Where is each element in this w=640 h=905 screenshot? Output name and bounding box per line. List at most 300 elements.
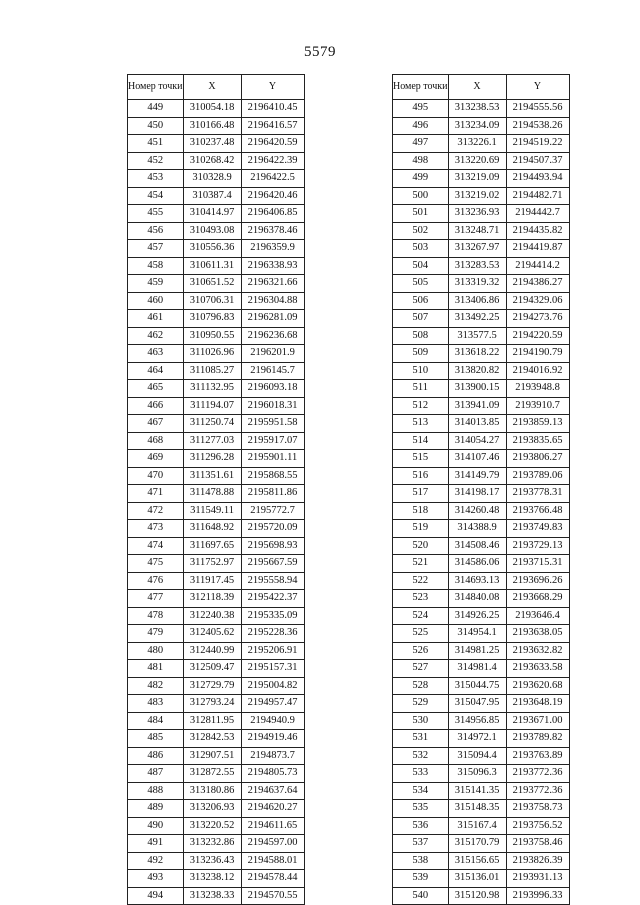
- y-cell: 2193729.13: [506, 537, 569, 555]
- x-cell: 313577.5: [448, 327, 506, 345]
- header-y: Y: [241, 75, 304, 100]
- y-cell: 2194329.06: [506, 292, 569, 310]
- point-number-cell: 498: [393, 152, 449, 170]
- table-row: [128, 117, 305, 135]
- point-number-cell: 529: [393, 695, 449, 713]
- point-number-cell: 458: [128, 257, 184, 275]
- y-cell: 2195951.58: [241, 415, 304, 433]
- point-number-cell: 496: [393, 117, 449, 135]
- x-cell: 315047.95: [448, 695, 506, 713]
- x-cell: 315148.35: [448, 800, 506, 818]
- table-row: [393, 817, 570, 835]
- point-number-cell: 526: [393, 642, 449, 660]
- table-row: [393, 590, 570, 608]
- point-number-cell: 512: [393, 397, 449, 415]
- point-number-cell: 474: [128, 537, 184, 555]
- table-row: [393, 520, 570, 538]
- table-row: [128, 205, 305, 223]
- x-cell: 311549.11: [183, 502, 241, 520]
- table-row: [393, 152, 570, 170]
- point-number-cell: 515: [393, 450, 449, 468]
- x-cell: 312793.24: [183, 695, 241, 713]
- y-cell: 2196378.46: [241, 222, 304, 240]
- table-row: [128, 485, 305, 503]
- y-cell: 2196145.7: [241, 362, 304, 380]
- point-number-cell: 538: [393, 852, 449, 870]
- x-cell: 311917.45: [183, 572, 241, 590]
- x-cell: 311132.95: [183, 380, 241, 398]
- y-cell: 2193749.83: [506, 520, 569, 538]
- point-number-cell: 500: [393, 187, 449, 205]
- x-cell: 310268.42: [183, 152, 241, 170]
- table-row: [393, 205, 570, 223]
- y-cell: 2196420.59: [241, 135, 304, 153]
- point-number-cell: 518: [393, 502, 449, 520]
- y-cell: 2194570.55: [241, 887, 304, 905]
- x-cell: 314054.27: [448, 432, 506, 450]
- table-row: [393, 450, 570, 468]
- x-cell: 313618.22: [448, 345, 506, 363]
- table-row: [128, 275, 305, 293]
- y-cell: 2193772.36: [506, 782, 569, 800]
- x-cell: 313820.82: [448, 362, 506, 380]
- y-cell: 2195206.91: [241, 642, 304, 660]
- table-row: [128, 240, 305, 258]
- table-row: [128, 782, 305, 800]
- y-cell: 2195917.07: [241, 432, 304, 450]
- point-number-cell: 539: [393, 870, 449, 888]
- point-number-cell: 513: [393, 415, 449, 433]
- x-cell: 313283.53: [448, 257, 506, 275]
- y-cell: 2194220.59: [506, 327, 569, 345]
- table-row: [128, 310, 305, 328]
- point-number-cell: 504: [393, 257, 449, 275]
- x-cell: 310706.31: [183, 292, 241, 310]
- point-number-cell: 468: [128, 432, 184, 450]
- point-number-cell: 495: [393, 100, 449, 118]
- point-number-cell: 494: [128, 887, 184, 905]
- y-cell: 2196416.57: [241, 117, 304, 135]
- table-header-row: [128, 75, 305, 100]
- point-number-cell: 459: [128, 275, 184, 293]
- x-cell: 314693.13: [448, 572, 506, 590]
- y-cell: 2196093.18: [241, 380, 304, 398]
- point-number-cell: 534: [393, 782, 449, 800]
- x-cell: 313226.1: [448, 135, 506, 153]
- table-row: [128, 537, 305, 555]
- x-cell: 313219.09: [448, 170, 506, 188]
- y-cell: 2193931.13: [506, 870, 569, 888]
- y-cell: 2194611.65: [241, 817, 304, 835]
- y-cell: 2196018.31: [241, 397, 304, 415]
- x-cell: 313220.69: [448, 152, 506, 170]
- point-number-cell: 520: [393, 537, 449, 555]
- x-cell: 312842.53: [183, 730, 241, 748]
- point-number-cell: 455: [128, 205, 184, 223]
- y-cell: 2194637.64: [241, 782, 304, 800]
- y-cell: 2194507.37: [506, 152, 569, 170]
- y-cell: 2194190.79: [506, 345, 569, 363]
- point-number-cell: 454: [128, 187, 184, 205]
- y-cell: 2193648.19: [506, 695, 569, 713]
- x-cell: 310166.48: [183, 117, 241, 135]
- x-cell: 315044.75: [448, 677, 506, 695]
- point-number-cell: 491: [128, 835, 184, 853]
- x-cell: 314926.25: [448, 607, 506, 625]
- point-number-cell: 497: [393, 135, 449, 153]
- table-row: [128, 380, 305, 398]
- x-cell: 315120.98: [448, 887, 506, 905]
- point-number-cell: 517: [393, 485, 449, 503]
- point-number-cell: 460: [128, 292, 184, 310]
- point-number-cell: 472: [128, 502, 184, 520]
- point-number-cell: 489: [128, 800, 184, 818]
- x-cell: 313900.15: [448, 380, 506, 398]
- point-number-cell: 536: [393, 817, 449, 835]
- x-cell: 314956.85: [448, 712, 506, 730]
- table-row: [393, 275, 570, 293]
- y-cell: 2195868.55: [241, 467, 304, 485]
- x-cell: 310651.52: [183, 275, 241, 293]
- point-number-cell: 525: [393, 625, 449, 643]
- table-row: [393, 502, 570, 520]
- y-cell: 2196281.09: [241, 310, 304, 328]
- y-cell: 2193996.33: [506, 887, 569, 905]
- table-row: [393, 135, 570, 153]
- y-cell: 2194016.92: [506, 362, 569, 380]
- point-number-cell: 519: [393, 520, 449, 538]
- x-cell: 312729.79: [183, 677, 241, 695]
- y-cell: 2193763.89: [506, 747, 569, 765]
- table-row: [393, 170, 570, 188]
- x-cell: 313238.33: [183, 887, 241, 905]
- x-cell: 311697.65: [183, 537, 241, 555]
- x-cell: 313236.43: [183, 852, 241, 870]
- point-number-cell: 502: [393, 222, 449, 240]
- y-cell: 2194957.47: [241, 695, 304, 713]
- point-number-cell: 469: [128, 450, 184, 468]
- table-row: [393, 187, 570, 205]
- x-cell: 310414.97: [183, 205, 241, 223]
- table-row: [393, 870, 570, 888]
- point-number-cell: 471: [128, 485, 184, 503]
- x-cell: 313248.71: [448, 222, 506, 240]
- table-row: [128, 345, 305, 363]
- table-row: [393, 380, 570, 398]
- point-number-cell: 493: [128, 870, 184, 888]
- table-row: [128, 327, 305, 345]
- table-row: [393, 835, 570, 853]
- table-row: [393, 607, 570, 625]
- table-row: [393, 887, 570, 905]
- x-cell: 310611.31: [183, 257, 241, 275]
- point-number-cell: 510: [393, 362, 449, 380]
- x-cell: 311648.92: [183, 520, 241, 538]
- table-row: [128, 100, 305, 118]
- x-cell: 315170.79: [448, 835, 506, 853]
- x-cell: 313236.93: [448, 205, 506, 223]
- table-row: [393, 117, 570, 135]
- y-cell: 2195811.86: [241, 485, 304, 503]
- table-row: [128, 765, 305, 783]
- point-number-cell: 521: [393, 555, 449, 573]
- y-cell: 2195335.09: [241, 607, 304, 625]
- table-header-row: [393, 75, 570, 100]
- table-row: [128, 555, 305, 573]
- point-number-cell: 479: [128, 625, 184, 643]
- table-row: [128, 660, 305, 678]
- point-number-cell: 462: [128, 327, 184, 345]
- x-cell: 315094.4: [448, 747, 506, 765]
- page-number: 5579: [304, 44, 336, 60]
- table-row: [393, 782, 570, 800]
- y-cell: 2193778.31: [506, 485, 569, 503]
- point-number-cell: 532: [393, 747, 449, 765]
- y-cell: 2193772.36: [506, 765, 569, 783]
- table-row: [393, 362, 570, 380]
- point-number-cell: 527: [393, 660, 449, 678]
- x-cell: 313234.09: [448, 117, 506, 135]
- x-cell: 314388.9: [448, 520, 506, 538]
- x-cell: 314013.85: [448, 415, 506, 433]
- x-cell: 311752.97: [183, 555, 241, 573]
- table-row: [128, 695, 305, 713]
- table-row: [393, 695, 570, 713]
- x-cell: 312907.51: [183, 747, 241, 765]
- table-row: [393, 292, 570, 310]
- table-row: [393, 100, 570, 118]
- y-cell: 2194620.27: [241, 800, 304, 818]
- x-cell: 310950.55: [183, 327, 241, 345]
- table-row: [128, 835, 305, 853]
- x-cell: 313206.93: [183, 800, 241, 818]
- coordinates-table-right: [392, 74, 570, 905]
- y-cell: 2194940.9: [241, 712, 304, 730]
- x-cell: 314972.1: [448, 730, 506, 748]
- table-row: [393, 222, 570, 240]
- y-cell: 2194435.82: [506, 222, 569, 240]
- y-cell: 2196422.5: [241, 170, 304, 188]
- x-cell: 310556.36: [183, 240, 241, 258]
- y-cell: 2194919.46: [241, 730, 304, 748]
- table-row: [393, 327, 570, 345]
- x-cell: 315141.35: [448, 782, 506, 800]
- y-cell: 2193758.73: [506, 800, 569, 818]
- table-row: [128, 415, 305, 433]
- header-x: X: [183, 75, 241, 100]
- point-number-cell: 514: [393, 432, 449, 450]
- table-row: [128, 152, 305, 170]
- point-number-cell: 450: [128, 117, 184, 135]
- x-cell: 310796.83: [183, 310, 241, 328]
- table-row: [128, 450, 305, 468]
- x-cell: 311250.74: [183, 415, 241, 433]
- y-cell: 2193620.68: [506, 677, 569, 695]
- header-point-number: Номер точки: [128, 75, 184, 100]
- point-number-cell: 487: [128, 765, 184, 783]
- y-cell: 2195698.93: [241, 537, 304, 555]
- x-cell: 311277.03: [183, 432, 241, 450]
- y-cell: 2194578.44: [241, 870, 304, 888]
- x-cell: 313232.86: [183, 835, 241, 853]
- y-cell: 2195004.82: [241, 677, 304, 695]
- point-number-cell: 452: [128, 152, 184, 170]
- point-number-cell: 464: [128, 362, 184, 380]
- point-number-cell: 516: [393, 467, 449, 485]
- y-cell: 2193859.13: [506, 415, 569, 433]
- table-row: [128, 170, 305, 188]
- x-cell: 312405.62: [183, 625, 241, 643]
- x-cell: 314981.4: [448, 660, 506, 678]
- y-cell: 2196201.9: [241, 345, 304, 363]
- x-cell: 312440.99: [183, 642, 241, 660]
- y-cell: 2193715.31: [506, 555, 569, 573]
- point-number-cell: 488: [128, 782, 184, 800]
- table-row: [128, 292, 305, 310]
- point-number-cell: 461: [128, 310, 184, 328]
- y-cell: 2194805.73: [241, 765, 304, 783]
- table-row: [128, 590, 305, 608]
- y-cell: 2193910.7: [506, 397, 569, 415]
- point-number-cell: 509: [393, 345, 449, 363]
- table-body-right: [393, 100, 570, 905]
- point-number-cell: 477: [128, 590, 184, 608]
- y-cell: 2195772.7: [241, 502, 304, 520]
- header-x: X: [448, 75, 506, 100]
- y-cell: 2196422.39: [241, 152, 304, 170]
- point-number-cell: 476: [128, 572, 184, 590]
- point-number-cell: 481: [128, 660, 184, 678]
- point-number-cell: 533: [393, 765, 449, 783]
- x-cell: 313238.53: [448, 100, 506, 118]
- y-cell: 2195901.11: [241, 450, 304, 468]
- table-row: [393, 747, 570, 765]
- x-cell: 315167.4: [448, 817, 506, 835]
- y-cell: 2193789.06: [506, 467, 569, 485]
- table-row: [128, 730, 305, 748]
- point-number-cell: 463: [128, 345, 184, 363]
- y-cell: 2194597.00: [241, 835, 304, 853]
- x-cell: 313220.52: [183, 817, 241, 835]
- point-number-cell: 483: [128, 695, 184, 713]
- table-row: [393, 800, 570, 818]
- y-cell: 2193766.48: [506, 502, 569, 520]
- y-cell: 2193806.27: [506, 450, 569, 468]
- y-cell: 2193671.00: [506, 712, 569, 730]
- x-cell: 313180.86: [183, 782, 241, 800]
- table-row: [393, 310, 570, 328]
- table-row: [128, 817, 305, 835]
- point-number-cell: 466: [128, 397, 184, 415]
- point-number-cell: 523: [393, 590, 449, 608]
- x-cell: 313319.32: [448, 275, 506, 293]
- point-number-cell: 467: [128, 415, 184, 433]
- x-cell: 310493.08: [183, 222, 241, 240]
- table-row: [393, 660, 570, 678]
- table-row: [393, 572, 570, 590]
- x-cell: 313219.02: [448, 187, 506, 205]
- x-cell: 310328.9: [183, 170, 241, 188]
- table-row: [393, 240, 570, 258]
- y-cell: 2193758.46: [506, 835, 569, 853]
- y-cell: 2195720.09: [241, 520, 304, 538]
- x-cell: 313941.09: [448, 397, 506, 415]
- x-cell: 312240.38: [183, 607, 241, 625]
- x-cell: 311026.96: [183, 345, 241, 363]
- table-row: [128, 747, 305, 765]
- point-number-cell: 486: [128, 747, 184, 765]
- x-cell: 315136.01: [448, 870, 506, 888]
- x-cell: 313406.86: [448, 292, 506, 310]
- point-number-cell: 522: [393, 572, 449, 590]
- x-cell: 310387.4: [183, 187, 241, 205]
- point-number-cell: 473: [128, 520, 184, 538]
- table-row: [128, 257, 305, 275]
- x-cell: 311085.27: [183, 362, 241, 380]
- table-row: [128, 432, 305, 450]
- x-cell: 314954.1: [448, 625, 506, 643]
- x-cell: 311296.28: [183, 450, 241, 468]
- table-row: [393, 257, 570, 275]
- y-cell: 2196410.45: [241, 100, 304, 118]
- table-row: [393, 485, 570, 503]
- y-cell: 2196321.66: [241, 275, 304, 293]
- point-number-cell: 478: [128, 607, 184, 625]
- x-cell: 311478.88: [183, 485, 241, 503]
- header-point-number: Номер точки: [393, 75, 449, 100]
- y-cell: 2194386.27: [506, 275, 569, 293]
- table-row: [128, 870, 305, 888]
- table-row: [393, 345, 570, 363]
- point-number-cell: 505: [393, 275, 449, 293]
- header-y: Y: [506, 75, 569, 100]
- table-row: [128, 607, 305, 625]
- y-cell: 2194273.76: [506, 310, 569, 328]
- y-cell: 2193633.58: [506, 660, 569, 678]
- x-cell: 314107.46: [448, 450, 506, 468]
- x-cell: 313267.97: [448, 240, 506, 258]
- table-row: [393, 397, 570, 415]
- y-cell: 2193948.8: [506, 380, 569, 398]
- point-number-cell: 507: [393, 310, 449, 328]
- point-number-cell: 453: [128, 170, 184, 188]
- point-number-cell: 499: [393, 170, 449, 188]
- point-number-cell: 503: [393, 240, 449, 258]
- y-cell: 2194588.01: [241, 852, 304, 870]
- y-cell: 2193789.82: [506, 730, 569, 748]
- table-row: [128, 852, 305, 870]
- table-row: [128, 467, 305, 485]
- x-cell: 313492.25: [448, 310, 506, 328]
- y-cell: 2194482.71: [506, 187, 569, 205]
- x-cell: 314198.17: [448, 485, 506, 503]
- y-cell: 2194555.56: [506, 100, 569, 118]
- table-row: [128, 625, 305, 643]
- table-row: [393, 625, 570, 643]
- point-number-cell: 537: [393, 835, 449, 853]
- y-cell: 2195157.31: [241, 660, 304, 678]
- y-cell: 2194493.94: [506, 170, 569, 188]
- y-cell: 2193668.29: [506, 590, 569, 608]
- y-cell: 2193632.82: [506, 642, 569, 660]
- table-row: [393, 555, 570, 573]
- y-cell: 2194538.26: [506, 117, 569, 135]
- point-number-cell: 456: [128, 222, 184, 240]
- point-number-cell: 531: [393, 730, 449, 748]
- table-row: [128, 712, 305, 730]
- table-row: [128, 800, 305, 818]
- y-cell: 2196338.93: [241, 257, 304, 275]
